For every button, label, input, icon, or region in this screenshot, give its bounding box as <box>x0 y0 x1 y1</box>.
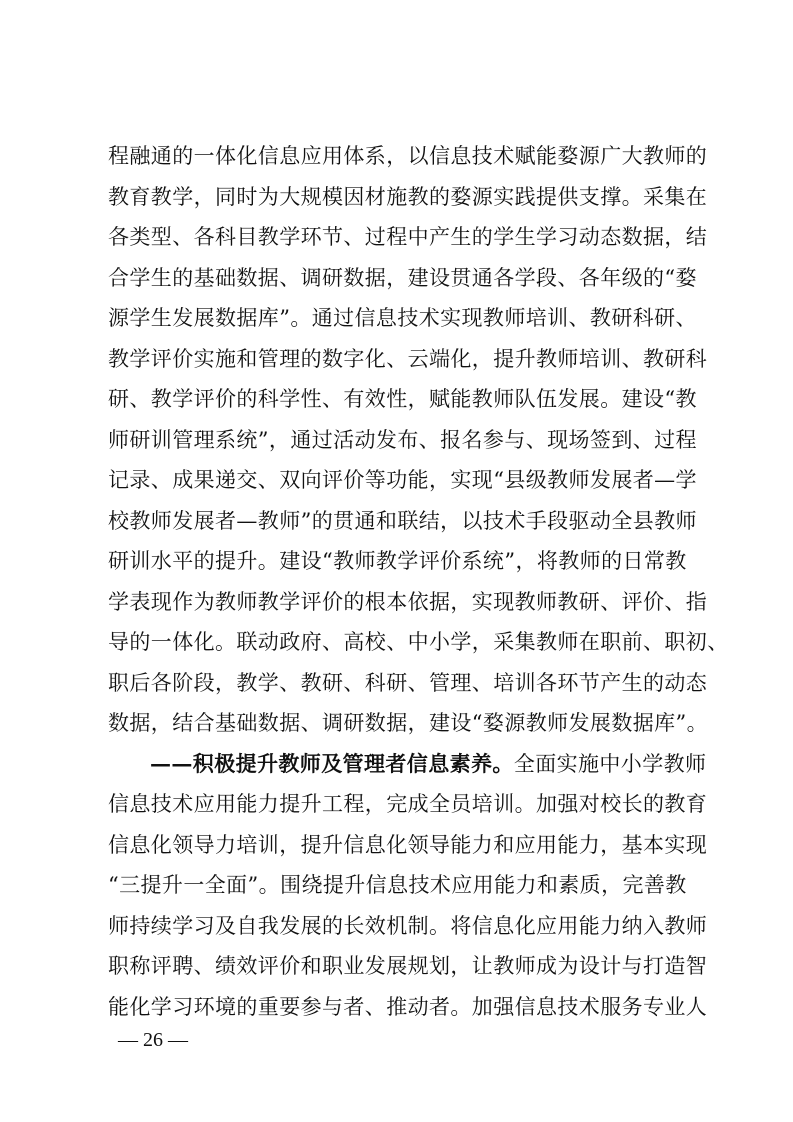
text-line: 研训水平的提升。建设“教师教学评价系统”，将教师的日常教 <box>108 549 687 573</box>
text-line: 校教师发展者—教师”的贯通和联结，以技术手段驱动全县教师 <box>108 508 697 533</box>
text-line: 导的一体化。联动政府、高校、中小学，采集教师在职前、职初、 <box>108 630 729 654</box>
text-line: 各类型、各科目教学环节、过程中产生的学生学习动态数据，结 <box>108 225 708 249</box>
text-line: 数据，结合基础数据、调研数据，建设“婺源教师发展数据库”。 <box>108 711 709 735</box>
document-body <box>108 136 729 1027</box>
text-line: 合学生的基础数据、调研数据，建设贯通各学段、各年级的“婺 <box>108 265 697 290</box>
text-line: 职后各阶段，教学、教研、科研、管理、培训各环节产生的动态 <box>108 670 708 695</box>
text-line: “三提升一全面”。围绕提升信息技术应用能力和素质，完善教 <box>108 873 687 897</box>
text-line: 教育教学，同时为大规模因材施教的婺源实践提供支撑。采集在 <box>108 184 708 209</box>
text-line: 记录、成果递交、双向评价等功能，实现“县级教师发展者—学 <box>108 468 697 492</box>
text-line: 信息技术应用能力提升工程，完成全员培训。加强对校长的教育 <box>108 792 708 816</box>
text-line: 教学评价实施和管理的数字化、云端化，提升教师培训、教研科 <box>108 346 708 371</box>
text-line: 职称评聘、绩效评价和职业发展规划，让教师成为设计与打造智 <box>108 954 708 978</box>
text-line: 师研训管理系统”，通过活动发布、报名参与、现场签到、过程 <box>108 427 697 452</box>
page-number: — 26 — <box>118 1029 188 1051</box>
text-line: 源学生发展数据库”。通过信息技术实现教师培训、教研科研、 <box>108 306 697 330</box>
text-line: 信息化领导力培训，提升信息化领导能力和应用能力，基本实现 <box>108 832 708 857</box>
section-heading: ——积极提升教师及管理者信息素养。 <box>150 750 514 776</box>
text-line: 程融通的一体化信息应用体系，以信息技术赋能婺源广大教师的 <box>108 144 708 168</box>
text-line: 学表现作为教师教学评价的根本依据，实现教师教研、评价、指 <box>108 589 708 614</box>
text-line: 研、教学评价的科学性、有效性，赋能教师队伍发展。建设“教 <box>108 387 697 411</box>
text-line: 师持续学习及自我发展的长效机制。将信息化应用能力纳入教师 <box>108 913 708 938</box>
section-first-line <box>108 744 707 785</box>
section-first-line-text: 全面实施中小学教师 <box>513 751 707 776</box>
text-line: 能化学习环境的重要参与者、推动者。加强信息技术服务专业人 <box>108 994 708 1019</box>
